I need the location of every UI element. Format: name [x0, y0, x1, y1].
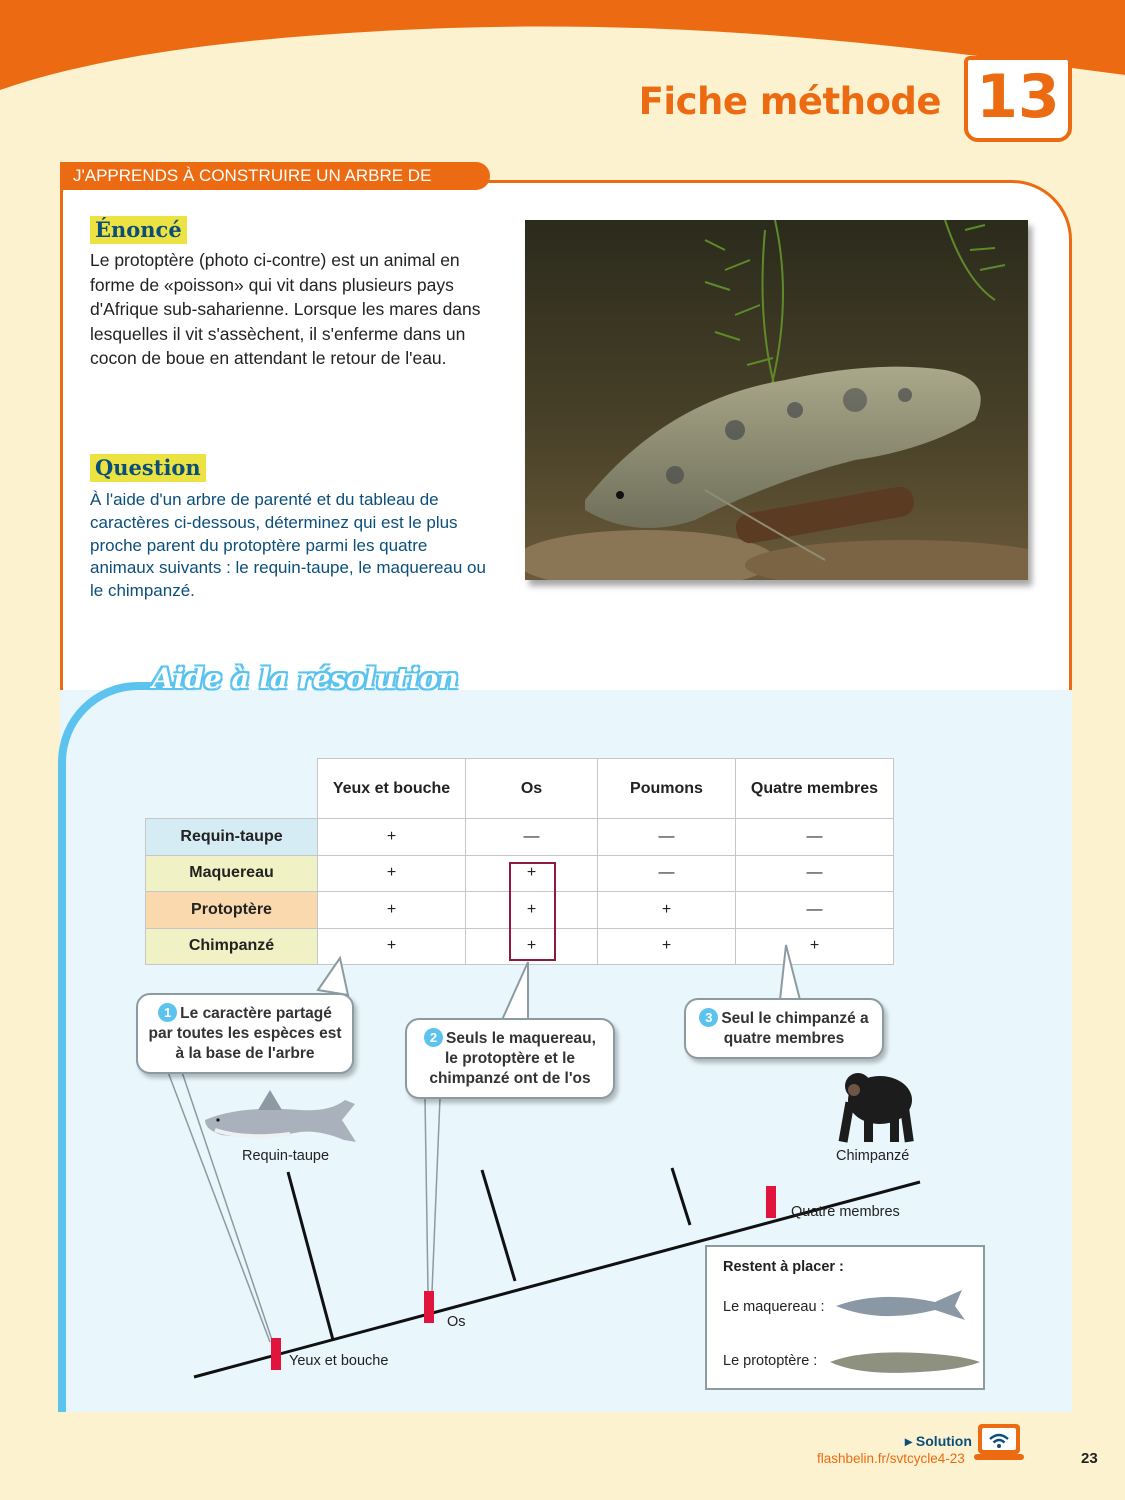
table-cell: + — [318, 892, 466, 929]
shark-icon — [205, 1090, 356, 1142]
pointer-line-2 — [425, 1098, 428, 1292]
branch-requin — [288, 1172, 333, 1340]
col-header: Quatre membres — [736, 759, 894, 819]
fiche-number: 13 — [976, 62, 1060, 132]
bubble-text: Le caractère partagé par toutes les espèces est à la base de l'arbre — [148, 1005, 342, 1062]
bubble-text: Seul le chimpanzé a quatre membres — [721, 1010, 869, 1047]
aide-title: Aide à la résolution — [152, 662, 459, 695]
remaining-title: Restent à placer : — [723, 1259, 844, 1275]
marker-yeux-bouche — [271, 1338, 281, 1370]
marker-quatre-membres — [766, 1186, 776, 1218]
row-label: Chimpanzé — [146, 928, 318, 965]
question-heading: Question — [90, 454, 206, 482]
bubble-text: Seuls le maquereau, le protoptère et le chimpanzé ont de l'os — [429, 1030, 596, 1087]
table-cell: — — [598, 855, 736, 892]
col-header: Os — [466, 759, 598, 819]
table-cell: — — [736, 855, 894, 892]
question-text: À l'aide d'un arbre de parenté et du tableau de caractères ci-dessous, déterminez qui est le plus proche parent du protoptère parmi les quatre animaux suivants : le requin-taupe, le maquereau ou le chimpanzé. — [90, 490, 486, 601]
table-cell: + — [598, 892, 736, 929]
chimpanzee-icon — [839, 1073, 914, 1143]
bubble-3-tail — [780, 945, 800, 1000]
remaining-protoptere: Le protoptère : — [723, 1353, 818, 1369]
table-cell: + — [466, 928, 598, 965]
table-cell: + — [318, 855, 466, 892]
marker-os — [424, 1291, 434, 1323]
hint-bubble-3 — [684, 998, 884, 1059]
solution-url[interactable]: flashbelin.fr/svtcycle4-23 — [817, 1451, 965, 1466]
table-cell: + — [318, 928, 466, 965]
branch-empty-1 — [482, 1170, 515, 1281]
table-cell: + — [466, 892, 598, 929]
pointer-line-2b — [432, 1098, 440, 1292]
enonce-heading: Énoncé — [90, 216, 187, 244]
table-cell: + — [736, 928, 894, 965]
bubble-2-tail — [502, 962, 528, 1020]
bubble-number: 2 — [424, 1028, 443, 1047]
table-cell: + — [466, 855, 598, 892]
leaf-chimp-label: Chimpanzé — [836, 1148, 910, 1164]
table-cell: — — [736, 819, 894, 856]
char-membres-label: Quatre membres — [791, 1204, 900, 1220]
table-cell: — — [736, 892, 894, 929]
section-tag: J'APPRENDS À CONSTRUIRE UN ARBRE DE PARENTÉ — [60, 162, 490, 190]
enonce-text: Le protoptère (photo ci-contre) est un animal en forme de «poisson» qui vit dans plusieurs pays d'Afrique sub-saharienne. Lorsque les mares dans lesquelles il vit s'assèchent, il s'enferme dans un cocon de boue en attendant le retour de l'eau. — [90, 250, 481, 369]
page-title: Fiche méthode — [638, 80, 941, 123]
bubble-number: 3 — [699, 1008, 718, 1027]
remaining-maquereau: Le maquereau : — [723, 1299, 825, 1315]
table-cell: — — [466, 819, 598, 856]
table-cell: + — [318, 819, 466, 856]
row-label: Protoptère — [146, 892, 318, 929]
solution-link[interactable]: ▸ Solution — [905, 1433, 972, 1449]
table-cell: + — [598, 928, 736, 965]
bubble-number: 1 — [158, 1003, 177, 1022]
hint-bubble-2 — [405, 1018, 615, 1099]
col-header: Poumons — [598, 759, 736, 819]
row-label: Requin-taupe — [146, 819, 318, 856]
row-label: Maquereau — [146, 855, 318, 892]
leaf-requin-label: Requin-taupe — [242, 1148, 330, 1164]
char-os-label: Os — [447, 1314, 466, 1330]
laptop-wifi-icon[interactable] — [974, 1422, 1024, 1464]
hint-bubble-1 — [136, 993, 354, 1074]
bubble-1-tail — [318, 958, 348, 995]
table-cell: — — [598, 819, 736, 856]
page-number: 23 — [1081, 1450, 1098, 1467]
char-yeux-label: Yeux et bouche — [289, 1353, 389, 1369]
col-header: Yeux et bouche — [318, 759, 466, 819]
branch-empty-2 — [672, 1168, 690, 1225]
